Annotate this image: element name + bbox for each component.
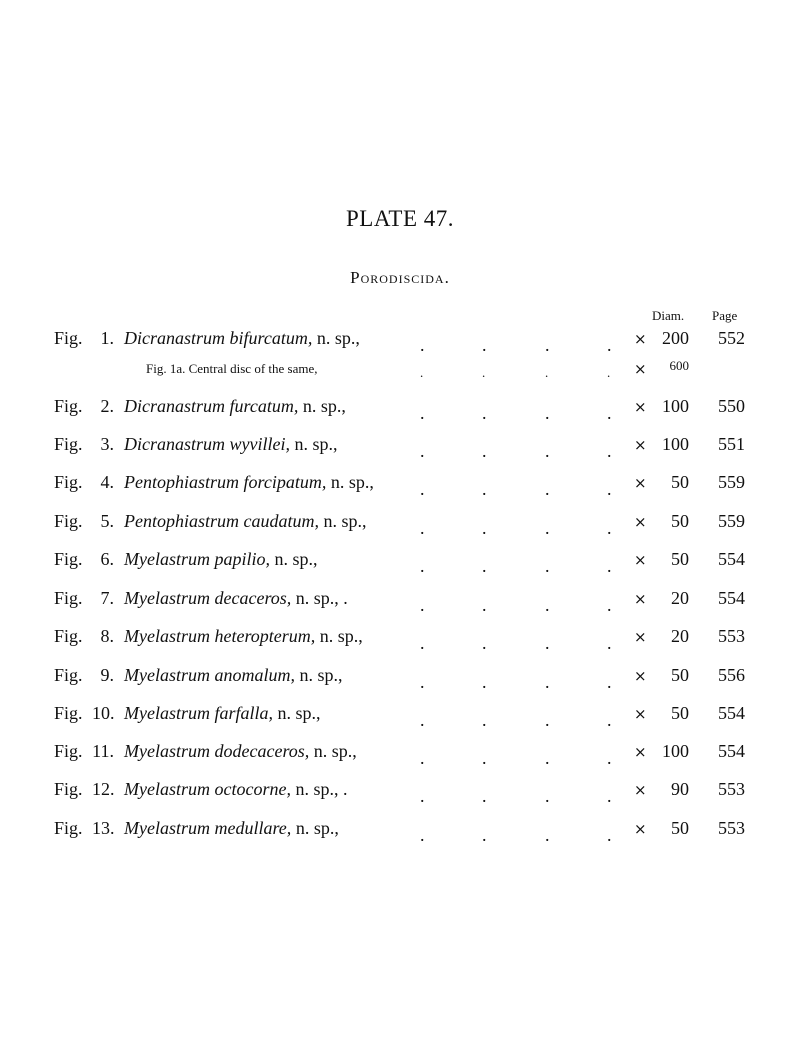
diameter-value: 100 [662, 396, 689, 416]
section-title: Porodiscida. [350, 268, 450, 287]
leader-dot: . [420, 633, 425, 653]
species-suffix: n. sp., [291, 818, 339, 838]
diameter-value: 100 [662, 741, 689, 761]
leader-dot: . [545, 633, 550, 653]
figure-number: 9. [100, 665, 114, 685]
leader-dot: . [607, 633, 612, 653]
figure-number: 6. [100, 549, 114, 569]
leader-dot: . [420, 441, 425, 461]
figure-row [0, 626, 800, 653]
leader-dot: . [420, 595, 425, 615]
figure-number: 1. [100, 328, 114, 348]
species-suffix: n. sp., [319, 511, 367, 531]
leader-dot: . [420, 335, 425, 355]
leader-dot: . [420, 710, 425, 730]
leader-dot: . [482, 365, 486, 380]
page-value: 551 [718, 434, 745, 454]
leader-dot: . [545, 365, 549, 380]
plate-title: PLATE 47. [346, 206, 454, 231]
species-name [124, 626, 363, 647]
page-value: 553 [718, 818, 745, 838]
figure-row [0, 818, 800, 845]
species-name [124, 434, 338, 455]
species-name [124, 472, 374, 493]
species-italic: Myelastrum decaceros, [124, 588, 292, 608]
species-suffix: n. sp., [326, 472, 374, 492]
figure-row [0, 703, 800, 730]
species-italic: Myelastrum dodecaceros, [124, 741, 310, 761]
leader-dot: . [607, 672, 612, 692]
figure-sub-label: Fig. 1a. Central disc of the same, [146, 361, 318, 376]
species-name [124, 665, 343, 686]
diameter-value: 50 [671, 549, 689, 569]
figure-label: Fig. [54, 779, 83, 799]
magnification-sign: × [634, 474, 647, 492]
species-suffix: n. sp., [294, 665, 343, 685]
leader-dot: . [482, 786, 487, 806]
figure-number: 8. [100, 626, 114, 646]
leader-dot: . [607, 786, 612, 806]
leader-dot: . [545, 335, 550, 355]
diameter-value: 20 [671, 626, 689, 646]
figure-label: Fig. [54, 626, 83, 646]
species-name [124, 779, 347, 800]
magnification-sign: × [634, 820, 647, 838]
leader-dot: . [607, 365, 611, 380]
species-suffix: n. sp., [289, 434, 338, 454]
leader-dot: . [420, 365, 424, 380]
species-suffix: n. sp., [312, 328, 360, 348]
leader-dot: . [545, 518, 550, 538]
leader-dot: . [420, 518, 425, 538]
figure-row [0, 665, 800, 692]
species-suffix: n. sp., [270, 549, 318, 569]
species-name [124, 396, 346, 417]
figure-subrow [0, 358, 800, 382]
leader-dot: . [607, 479, 612, 499]
figure-label: Fig. [54, 396, 83, 416]
diameter-value: 90 [671, 779, 689, 799]
figure-label: Fig. [54, 818, 83, 838]
leader-dot: . [482, 479, 487, 499]
page-value: 559 [718, 511, 745, 531]
leader-dot: . [607, 441, 612, 461]
species-italic: Myelastrum octocorne, [124, 779, 291, 799]
diameter-value: 50 [671, 818, 689, 838]
leader-dot: . [420, 403, 425, 423]
leader-dot: . [545, 786, 550, 806]
diameter-value: 600 [669, 358, 689, 373]
page-value: 552 [718, 328, 745, 348]
page-value: 550 [718, 396, 745, 416]
figure-row [0, 328, 800, 355]
figure-row [0, 396, 800, 423]
species-italic: Myelastrum papilio, [124, 549, 270, 569]
column-header-page: Page [712, 308, 738, 323]
species-name [124, 328, 360, 349]
leader-dot: . [482, 672, 487, 692]
leader-dot: . [545, 825, 550, 845]
leader-dot: . [607, 710, 612, 730]
magnification-sign: × [634, 513, 647, 531]
leader-dot: . [545, 441, 550, 461]
leader-dot: . [420, 672, 425, 692]
figure-number: 4. [100, 472, 114, 492]
leader-dot: . [482, 825, 487, 845]
figure-row [0, 549, 800, 576]
species-italic: Dicranastrum bifurcatum, [124, 328, 313, 348]
magnification-sign: × [634, 628, 647, 646]
species-suffix: n. sp., [309, 741, 357, 761]
species-name [124, 549, 318, 570]
page-value: 554 [718, 703, 745, 723]
leader-dot: . [545, 595, 550, 615]
leader-dot: . [545, 672, 550, 692]
figure-number: 5. [100, 511, 114, 531]
species-italic: Myelastrum medullare, [124, 818, 292, 838]
figure-label: Fig. [54, 665, 83, 685]
species-name [124, 703, 321, 724]
magnification-sign: × [634, 360, 647, 378]
leader-dot: . [482, 595, 487, 615]
magnification-sign: × [634, 330, 647, 348]
leader-dot: . [607, 825, 612, 845]
figure-number: 7. [100, 588, 114, 608]
leader-dot: . [482, 633, 487, 653]
species-italic: Dicranastrum furcatum, [124, 396, 299, 416]
figure-label: Fig. [54, 434, 83, 454]
leader-dot: . [545, 710, 550, 730]
species-name [124, 818, 339, 839]
figure-row [0, 434, 800, 461]
leader-dot: . [482, 748, 487, 768]
leader-dot: . [607, 403, 612, 423]
page-value: 554 [718, 741, 745, 761]
leader-dot: . [607, 518, 612, 538]
species-name [124, 741, 357, 762]
leader-dot: . [420, 748, 425, 768]
leader-dot: . [545, 748, 550, 768]
leader-dot: . [607, 335, 612, 355]
figure-label: Fig. [54, 703, 83, 723]
species-name [124, 588, 348, 609]
leader-dot: . [482, 710, 487, 730]
magnification-sign: × [634, 590, 647, 608]
figure-label: Fig. [54, 328, 83, 348]
species-italic: Myelastrum anomalum, [124, 665, 295, 685]
figure-row [0, 511, 800, 538]
figure-row [0, 779, 800, 806]
species-suffix: n. sp., [298, 396, 346, 416]
leader-dot: . [545, 479, 550, 499]
figure-label: Fig. [54, 549, 83, 569]
leader-dot: . [420, 479, 425, 499]
figure-row [0, 741, 800, 768]
figure-label: Fig. [54, 588, 83, 608]
diameter-value: 50 [671, 511, 689, 531]
leader-dot: . [545, 403, 550, 423]
diameter-value: 50 [671, 703, 689, 723]
species-name [124, 511, 367, 532]
page-value: 559 [718, 472, 745, 492]
page-value: 554 [718, 549, 745, 569]
species-italic: Dicranastrum wyvillei, [124, 434, 290, 454]
figure-row [0, 472, 800, 499]
leader-dot: . [420, 825, 425, 845]
column-header-diam: Diam. [652, 308, 685, 323]
diameter-value: 100 [662, 434, 689, 454]
leader-dot: . [482, 335, 487, 355]
species-suffix: n. sp., [273, 703, 321, 723]
figure-number: 12. [92, 779, 115, 799]
page-value: 553 [718, 779, 745, 799]
magnification-sign: × [634, 551, 647, 569]
diameter-value: 50 [671, 665, 689, 685]
magnification-sign: × [634, 705, 647, 723]
leader-dot: . [420, 556, 425, 576]
figure-label: Fig. [54, 741, 83, 761]
leader-dot: . [482, 403, 487, 423]
species-italic: Myelastrum farfalla, [124, 703, 273, 723]
figure-number: 2. [100, 396, 114, 416]
magnification-sign: × [634, 436, 647, 454]
species-italic: Pentophiastrum forcipatum, [124, 472, 327, 492]
species-suffix: n. sp., [315, 626, 363, 646]
figure-number: 10. [92, 703, 115, 723]
figure-number: 11. [92, 741, 114, 761]
figure-number: 3. [100, 434, 114, 454]
diameter-value: 200 [662, 328, 689, 348]
diameter-value: 50 [671, 472, 689, 492]
leader-dot: . [482, 556, 487, 576]
leader-dot: . [545, 556, 550, 576]
magnification-sign: × [634, 743, 647, 761]
diameter-value: 20 [671, 588, 689, 608]
figure-number: 13. [92, 818, 115, 838]
species-italic: Pentophiastrum caudatum, [124, 511, 319, 531]
leader-dot: . [420, 786, 425, 806]
page-value: 553 [718, 626, 745, 646]
species-suffix: n. sp., . [290, 779, 348, 799]
leader-dot: . [482, 441, 487, 461]
page-value: 554 [718, 588, 745, 608]
magnification-sign: × [634, 781, 647, 799]
figure-row [0, 588, 800, 615]
figure-label: Fig. [54, 472, 83, 492]
leader-dot: . [607, 748, 612, 768]
leader-dot: . [482, 518, 487, 538]
species-italic: Myelastrum heteropterum, [124, 626, 316, 646]
species-suffix: n. sp., . [291, 588, 348, 608]
figure-label: Fig. [54, 511, 83, 531]
magnification-sign: × [634, 398, 647, 416]
magnification-sign: × [634, 667, 647, 685]
leader-dot: . [607, 595, 612, 615]
leader-dot: . [607, 556, 612, 576]
page-value: 556 [718, 665, 745, 685]
